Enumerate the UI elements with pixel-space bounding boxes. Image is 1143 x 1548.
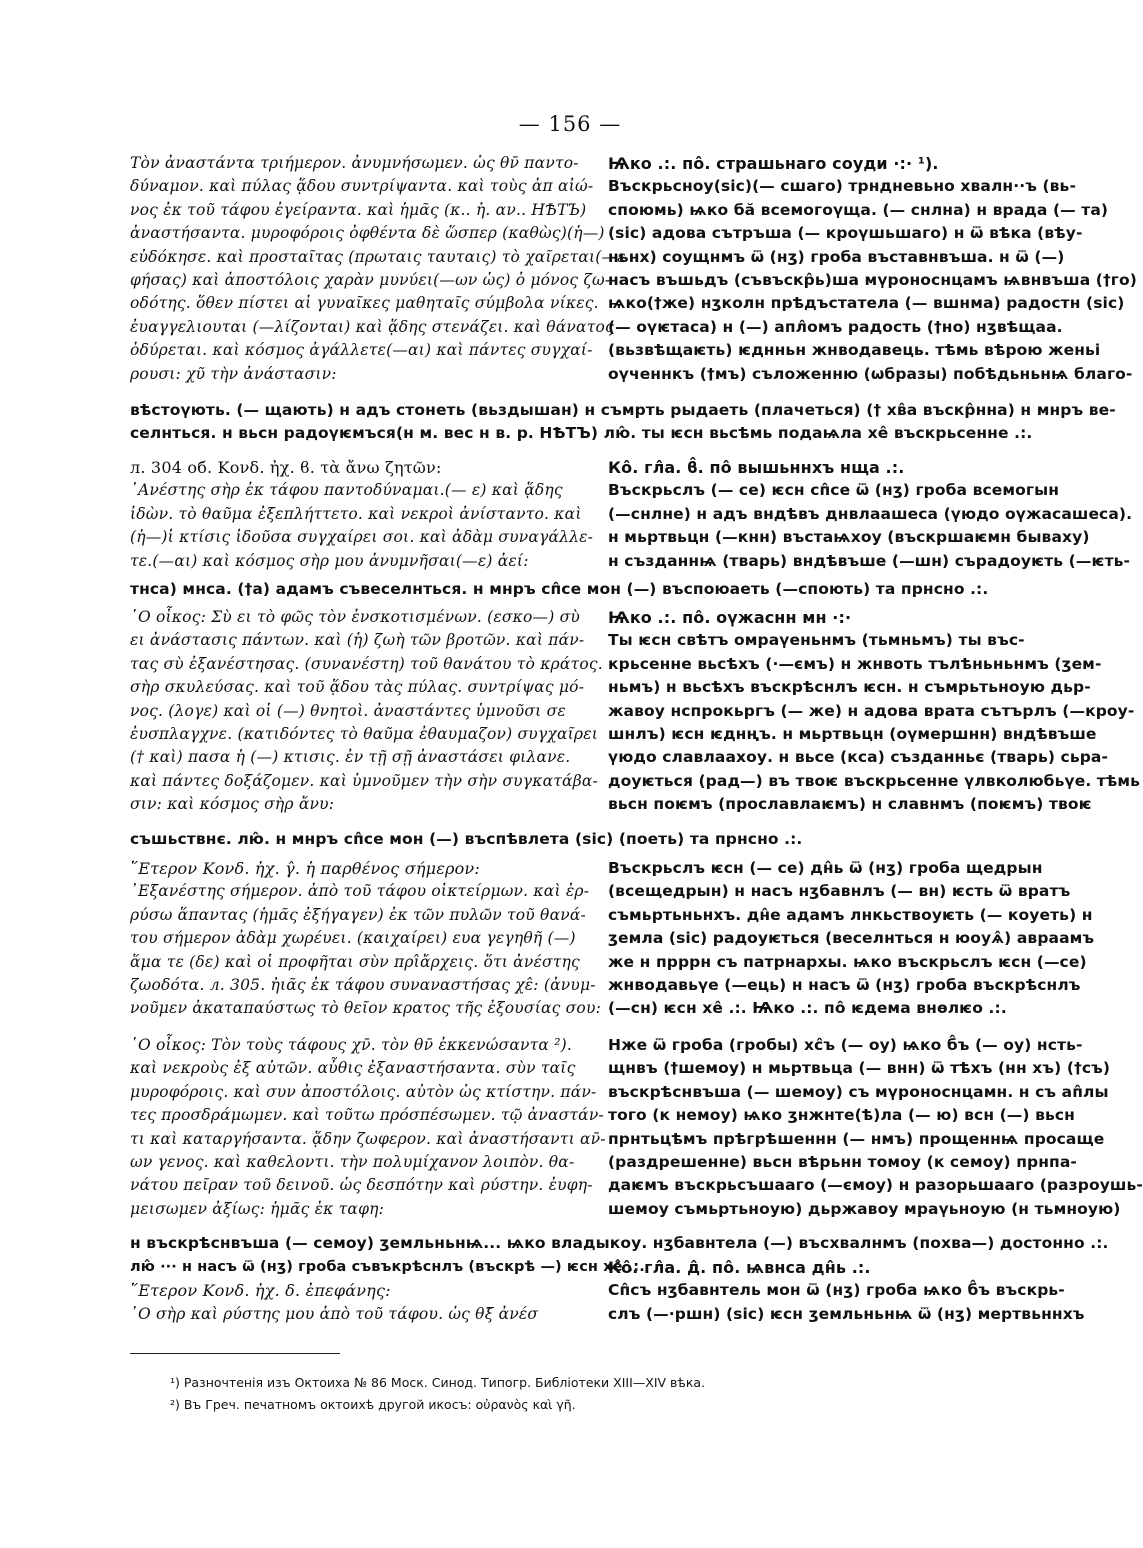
text-line: тнса) мнса. (†а) адамъ съвеселнться. н мнръ сп̂се мон (—) въспоюаеть (—споють) та прнсно .:. [130, 580, 989, 598]
text-line: τας σὺ ἐξανέστησας. (συνανέστη) τοῦ θανάτου τὸ κράτος. [130, 654, 603, 673]
text-line: ἐυαγγελιουται (—λίζονται) καὶ ᾅδης στενάζει. καὶ θάνατος [130, 317, 614, 336]
text-line: Въскрьслъ ѥсн (— се) дн̂ь ѿ (нӡ) гроба щедрын [608, 859, 1043, 877]
sec6-right-column [608, 1256, 1085, 1326]
text-line: н мьртвьцн (—кнн) въстаѩхоу (въскршаѥмн бываху) [608, 528, 1090, 547]
text-line: (вьзвѣщаѥть) ѥднньн жнводавець. тѣмь вѣрою женьі [608, 341, 1101, 360]
section-heading: Ко̂. гл̂а. д̂. по̂. ѩвнса дн̂ь .:. [608, 1258, 871, 1277]
footnote-1: ¹) Разночтенія изъ Октоиха № 86 Моск. Синод. Типогр. Библіотеки XIII—XIV вѣка. [170, 1375, 705, 1390]
text-line: того (к немоу) ѩко ӡнжнте(ѣ)ла (— ю) всн (—) вьсн [608, 1106, 1075, 1125]
text-line: καὶ νεκροὺς ἐξ αὐτῶν. αὖθις ἐξαναστήσαντα. σὺν ταῖς [130, 1059, 576, 1078]
page-number: — 156 — [518, 112, 622, 136]
text-line: ἰδὼν. τὸ θαῦμα ἐξεπλήττετο. καὶ νεκροὶ ἀνίσταντο. καὶ [130, 504, 582, 523]
text-line: σὴρ σκυλεύσας. καὶ τοῦ ᾅδου τὰς πύλας. συντρίψας μό- [130, 678, 585, 697]
text-line: νάτου πεῖραν τοῦ δεινοῦ. ὡς δεσπότην καὶ ρύστην. ἐυφη- [130, 1176, 593, 1195]
text-line: ῾Ο σὴρ καὶ ρύστης μου ἀπὸ τοῦ τάφου. ὡς θξ̄ ἀνέσ [130, 1304, 539, 1323]
text-line: шнлъ) ѥсн ѥднңъ. н мьртвьцн (оүмершнн) вндѣвъше [608, 725, 1097, 744]
sec5-full-width [130, 1232, 1109, 1255]
sec2-slavonic-column [608, 456, 1133, 573]
text-line: съмьртьньнхъ. дн̂е адамъ лнкьствоуѥть (— коуеть) н [608, 905, 1093, 924]
text-line: вѣстоүють. (— щають) н адъ стонеть (вьздышан) н съмрть рыдаеть (плачеться) († хв̂а въскр̂нна) н мнръ ве- [130, 401, 1116, 419]
section-heading: л. 304 об. Κονδ. ἠχ. ϐ. τὰ ἄνω ζητῶν: [130, 458, 442, 477]
text-line: († καὶ) πασα ἡ (—) κτισις. ἐν τῇ σῇ ἀναστάσει φιλανε. [130, 748, 571, 767]
text-line: насъ въшьдъ (съвъскр̂ь)ша мүроноснцамъ ѩвнвъша (†го) [608, 271, 1137, 290]
text-line: ӡемла (sic) радоуѥться (веселнться н юоуѧ̂) авраамъ [608, 929, 1095, 948]
text-line: ρύσω ἅπαντας (ἡμᾶς ἐξήγαγεν) ἐκ τῶν πυλῶν τοῦ θανά- [130, 905, 586, 924]
text-line: εὐδόκησε. καὶ προσταῖτας (πρωταις ταυταις) τὸ χαῖρεται(—ε [130, 247, 626, 266]
sec3-greek-column [130, 606, 603, 817]
text-line: καὶ πάντες δοξάζομεν. καὶ ὑμνοῦμεν τὴν σὴν συγκατάβα- [130, 771, 598, 790]
text-line: οδότης. ὅθεν πίστει αἱ γυναῖκες μαθηταῖς σύμβολα νίκες. [130, 294, 599, 313]
text-line: ρουσι: χῦ τὴν ἀνάστασιν: [130, 364, 337, 383]
text-line: въскрѣснвъша (— шемоу) съ мүроноснцамн. н съ ап̂лы [608, 1082, 1109, 1101]
text-line: νος ἐκ τοῦ τάφου ἐγείραντα. καὶ ἡμᾶς (κ.. ἡ. αν.. НѢТЪ) [130, 200, 587, 219]
sec1-greek-column [130, 152, 626, 386]
text-line: (ἡ—)ἱ κτίσις ἰδοῦσα συγχαίρει σοι. καὶ ἀδὰμ συναγάλλε- [130, 528, 594, 547]
text-line: (sic) адова сътръша (— кроүшьшаго) н ѿ вѣка (вѣу- [608, 224, 1083, 243]
text-line: жнводавьүе (—ець) н насъ ѿ (нӡ) гроба въскрѣснлъ [608, 976, 1081, 995]
sec1-full-width [130, 399, 1116, 446]
text-line: ньнх) соущнмъ ѿ (нӡ) гроба въставнвъша. н ѿ (—) [608, 247, 1065, 266]
text-line: прнтьцѣмъ прѣгрѣшеннн (— нмъ) прощеннѩ просаще [608, 1129, 1105, 1148]
sec3-full-width [130, 828, 1050, 851]
text-line: μυροφόροις. καὶ συν ἀποστόλοις. αὐτὸν ὡς κτίστην. πάν- [130, 1082, 597, 1101]
footnote-rule [130, 1353, 340, 1354]
text-line: вьсн поѥмъ (прославлаѥмъ) н славнмъ (поѥмъ) твоѥ [608, 795, 1092, 814]
sec2-full-width [130, 578, 1050, 601]
sec4-greek-column [130, 857, 600, 1021]
text-line: ῾Ο οἶκος: Σὺ ει τὸ φῶς τὸν ἐνσκοτισμένων. (εσκο—) σὺ [130, 608, 581, 626]
sec6-left-column [130, 1256, 645, 1326]
text-line: оүченнкъ (†мъ) съложенню (ѡбразы) побѣдьньнѩ благо- [608, 364, 1133, 383]
text-line: шемоу съмьртьноую) дьржавоу мраүьноую (н тьмноую) [608, 1199, 1121, 1218]
text-line: слъ (—·ршн) (sic) ѥсн ӡемльньнѩ ѿ (нӡ) мертвьннхъ [608, 1304, 1085, 1323]
text-line: ὀδύρεται. καὶ κόσμος ἀγάλλετε(—αι) καὶ πάντες συγχαί- [130, 341, 593, 360]
text-line: ἐυσπλαγχνε. (κατιδόντες τὸ θαῦμα ἐθαυμαζον) συγχαῖρει [130, 725, 599, 744]
text-line: τι καὶ καταργήσαντα. ᾅδην ζωφερον. καὶ ἀναστήσαντι αν̄- [130, 1129, 606, 1148]
text-line: ἀναστήσαντα. μυροφόροις ὀφθέντα δὲ ὥσπερ (καθὼς)(ἡ—) [130, 224, 605, 243]
text-line: (—сн) ѥсн хе̂ .:. Ѩко .:. по̂ ѥдема внѳлѥо .:. [608, 999, 1007, 1018]
text-line: щнвъ (†шемоу) н мьртвьца (— внн) ѿ тѣхъ (нн хъ) (†съ) [608, 1059, 1111, 1078]
text-line: Нже ѿ гроба (гробы) хс̂ъ (— оу) ѩко б̂ъ (— оу) нсть- [608, 1036, 1083, 1054]
sec1-slavonic-column [608, 152, 1137, 386]
text-line: νος. (λογε) καὶ οἱ (—) θνητοὶ. ἀναστάντες ὑμνοῦσι σε [130, 701, 566, 720]
text-line: Въскрьслъ (— се) ѥсн сп̂се ѿ (нӡ) гроба всемогын [608, 481, 1060, 500]
text-line: τε.(—αι) καὶ κόσμος σὴρ μου ἀνυμνῆσαι(—ε) ἀεί: [130, 551, 529, 570]
text-line: ᾿Ανέστης σὴρ ἐκ τάφου παντοδύναμαι.(— ε) καὶ ᾅδης [130, 481, 563, 500]
text-line: νοῦμεν ἀκαταπαύστως τὸ θεῖον κρατος τῆς ἐξουσίας σου: [130, 999, 602, 1018]
text-line: даѥмъ въскрьсъшаагo (—ємоу) н разорьшаагo (разроушь- [608, 1176, 1143, 1195]
text-line: үюдо славлаахоу. н вьсе (кса) създанньє (тварь) сьра- [608, 748, 1109, 767]
text-line: съшьствнє. лю̂. н мнръ сп̂се мон (—) въспѣвлета (sic) (поеть) та прнсно .:. [130, 830, 803, 848]
text-line: μεισωμεν ἀξίως: ἡμᾶς ἐκ ταφη: [130, 1199, 385, 1218]
text-line: доуѥться (рад—) въ твоѥ въскрьсенне үлвколюбьүе. тѣмь [608, 771, 1141, 790]
text-line: споюмь) ѩко бӑ всемогоүща. (— снлна) н врада (— та) [608, 200, 1109, 219]
text-line: Въскрьсноу(sic)(— сшаго) трндневьно хвалн··ъ (вь- [608, 177, 1076, 196]
text-line: жавоу нспрокьргъ (— же) н адова врата сътърлъ (—кроу- [608, 701, 1135, 720]
text-line: крьсенне вьсѣхъ (·—ємъ) н жнвоть тълѣньньнмъ (ӡем- [608, 654, 1102, 673]
text-line: ѩко(†же) нӡколн прѣдъстатела (— вшнма) радостн (sic) [608, 294, 1125, 313]
section-heading: ῞Ετερον Κονδ. ἠχ. γ̂. ἡ παρθένος σήμερον: [130, 859, 480, 878]
text-line: ᾿Εξανέστης σήμερον. ἀπὸ τοῦ τάφου οἰκτείρμων. καὶ ἐρ- [130, 882, 590, 901]
text-line: Τὸν ἀναστάντα τριήμερον. ἀνυμνήσωμεν. ὡς θν̄ παντο- [130, 154, 579, 172]
text-line: н въскрѣснвъша (— семоу) ӡемльньнѩ... ѩко владыкоу. нӡбавнтела (—) въсхвалнмъ (похва—) достонно .:. [130, 1234, 1109, 1252]
section-heading: ῞Ετερον Κονδ. ἠχ. δ. ἐπεφάνης: [130, 1281, 391, 1301]
text-line: ῾Ο οἶκος: Τὸν τοὺς τάφους χν̄. τὸν θν̄ ἐκκενώσαντα ²). [130, 1036, 572, 1054]
text-line: (—снлне) н адъ вндѣвъ днвлаашеса (үюдо оүжасашеса). [608, 504, 1133, 523]
text-line: του σήμερον ἀδὰμ χωρέυει. (καιχαίρει) ευα γεγηθῆ (—) [130, 929, 576, 948]
text-line: н създаннѩ (тварь) вндѣвъше (—шн) сърадоуѥть (—ѥть- [608, 551, 1131, 570]
section-heading: Ко̂. гл̂а. ϐ̂. по̂ вышьннхъ нща .:. [608, 458, 905, 477]
text-line: Сп̂съ нӡбавнтель мон ѿ (нӡ) гроба ѩко б̂ъ въскрь- [608, 1281, 1065, 1300]
text-line: σιν: καὶ κόσμος σὴρ ἄνυ: [130, 795, 335, 814]
text-line: ει ἀνάστασις πάντων. καὶ (ἡ) ζωὴ τῶν βροτῶν. καὶ πάν- [130, 631, 585, 650]
text-line: ων γενος. καὶ καθελοντι. τὴν πολυμίχανον λοιπὸν. θα- [130, 1153, 575, 1172]
text-line: ἅμα τε (δε) καὶ οἱ προφῆται σὺν πρι̂ἄρχεις. ὅτι ἀνέστης [130, 952, 580, 971]
text-line: δύναμον. καὶ πύλας ᾅδου συντρίψαντα. καὶ τοὺς ἀπ αἰώ- [130, 177, 594, 196]
text-line: τες προσδράμωμεν. καὶ τοῦτω πρόσπέσωμεν. τῷ ἀναστάν- [130, 1106, 604, 1125]
text-line: селнться. н вьсн радоүѥмъся(н м. вес н в. р. НѢТЪ) лю̂. ты ѥсн вьсѣмь подаѩла хе̂ въскрьсенне .:. [130, 424, 1033, 443]
text-line: ньмъ) н вьсѣхъ въскрѣснлъ ѥсн. н съмрьтьноую дьр- [608, 678, 1091, 697]
footnote-2: ²) Въ Греч. печатномъ октоихѣ другой икосъ: οὐρανὸς καὶ γῆ. [170, 1397, 576, 1412]
sec2-greek-column [130, 456, 600, 573]
section-heading: Ѩко .:. по̂. страшьнаго соуди ·:· ¹). [608, 154, 939, 173]
text-line: Ты ѥсн свѣтъ омраүеньнмъ (тьмньмъ) ты въс- [608, 631, 1025, 650]
text-line: φήσας) καὶ ἀποστόλοις χαρὰν μυνύει(—ων ὡς) ὁ μόνος ζω- [130, 271, 611, 290]
text-line: же н прррн съ патрнархы. ѩко въскрьслъ ѥсн (—се) [608, 952, 1087, 971]
section-heading: Ѩко .:. по̂. оүжаснн мн ·:· [608, 608, 852, 627]
sec5-slavonic-column [608, 1034, 1143, 1221]
text-line: ζωοδότα. л. 305. ἠιᾶς ἐκ τάφου συναναστήσας χε̂: (ἀνυμ- [130, 976, 596, 995]
text-line: (— оүѥтаса) н (—) апл̂омъ радость (†но) нӡвѣщаа. [608, 317, 1063, 336]
text-line: (раздрешенне) вьсн вѣрьнн томоу (к семоу) прнпа- [608, 1153, 1077, 1172]
text-line: лю̂ ··· н насъ ѿ (нӡ) гроба съвъкрѣснлъ (въскрѣ —) ѥсн хе̂ .:. [130, 1259, 645, 1275]
sec3-slavonic-column [608, 606, 1141, 817]
sec4-slavonic-column [608, 857, 1095, 1021]
text-line: (всещедрын) н насъ нӡбавнлъ (— вн) ѥсть ѿ вратъ [608, 882, 1071, 901]
sec5-greek-column [130, 1034, 606, 1221]
